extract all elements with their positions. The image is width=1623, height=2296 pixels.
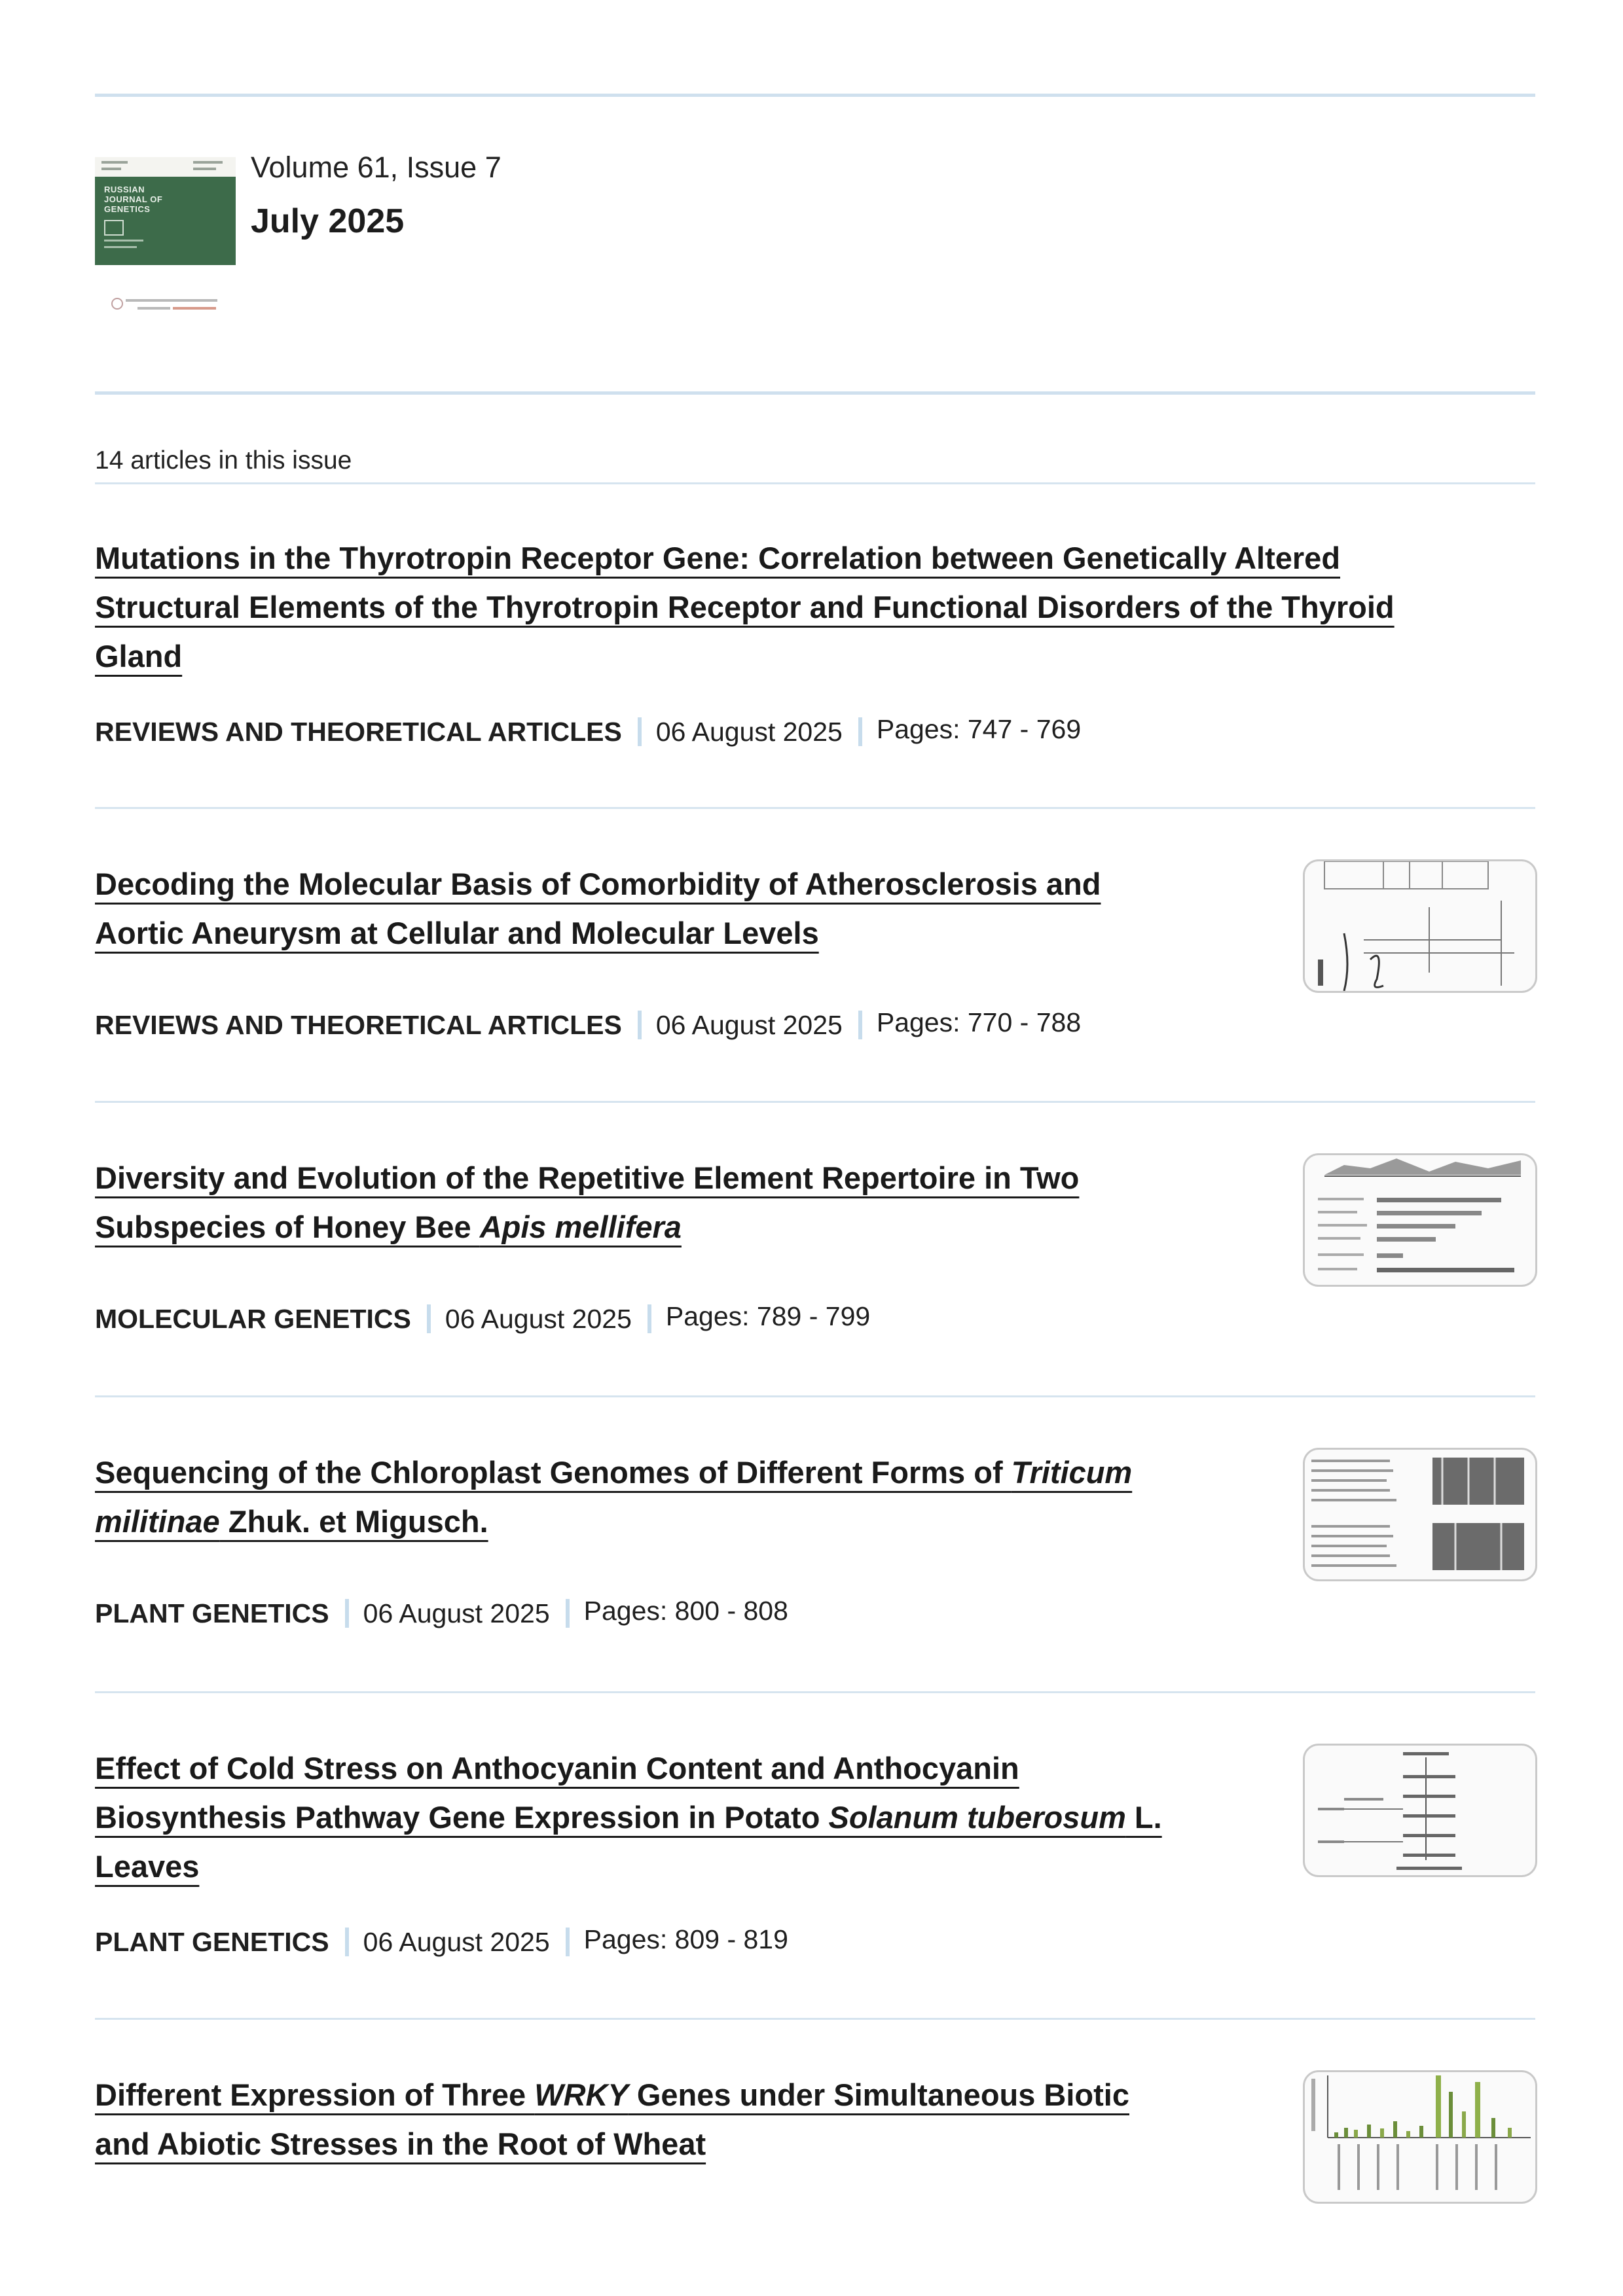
- article-divider: [95, 1101, 1535, 1103]
- article-category: REVIEWS AND THEORETICAL ARTICLES: [95, 717, 622, 747]
- article-count: 14 articles in this issue: [95, 446, 352, 475]
- header-divider: [95, 391, 1535, 395]
- article-title-link[interactable]: Different Expression of Three WRKY Genes under Simultaneous Biotic and Abiotic Stresses in the Root of Wheat: [95, 2077, 1129, 2161]
- article-meta: [95, 1598, 788, 1630]
- article-title-link[interactable]: Diversity and Evolution of the Repetitive Element Repertoire in Two Subspecies of Honey Bee Apis mellifera: [95, 1160, 1080, 1244]
- issue-date: July 2025: [251, 202, 405, 240]
- article-title-link[interactable]: Effect of Cold Stress on Anthocyanin Content and Anthocyanin Biosynthesis Pathway Gene Expression in Potato Solanum tuberosum L. Leaves: [95, 1751, 1162, 1884]
- article-divider: [95, 807, 1535, 809]
- journal-cover-image[interactable]: [95, 157, 236, 329]
- article-title-link[interactable]: Mutations in the Thyrotropin Receptor Gene: Correlation between Genetically Altered Structural Elements of the Thyrotropin Receptor and Functional Disorders of the Thyroid Gland: [95, 541, 1395, 673]
- article-meta: [95, 1924, 788, 1958]
- article-category: REVIEWS AND THEORETICAL ARTICLES: [95, 1010, 622, 1040]
- article-date: 06 August 2025: [363, 1927, 550, 1957]
- article-date: 06 August 2025: [655, 1010, 843, 1040]
- cover-title: RUSSIAN JOURNAL OF GENETICS: [104, 185, 163, 214]
- article-category: PLANT GENETICS: [95, 1598, 329, 1628]
- article-divider: [95, 1395, 1535, 1397]
- article-pages: Pages: 800 - 808: [583, 1596, 788, 1626]
- article-category: MOLECULAR GENETICS: [95, 1304, 411, 1334]
- cover-emblem-icon: [104, 220, 124, 236]
- volume-issue-label: Volume 61, Issue 7: [251, 151, 501, 184]
- article-meta: [95, 1007, 1082, 1041]
- article-pages: Pages: 747 - 769: [876, 714, 1082, 744]
- article-divider: [95, 2018, 1535, 2020]
- cover-book: [95, 157, 236, 265]
- article-pages: Pages: 809 - 819: [583, 1924, 788, 1954]
- article-divider: [95, 1691, 1535, 1693]
- article-figure-thumbnail[interactable]: [1303, 1448, 1537, 1581]
- article-figure-thumbnail[interactable]: [1303, 1744, 1537, 1877]
- article-title-link[interactable]: Sequencing of the Chloroplast Genomes of Different Forms of Triticum militinae Zhuk. et Migusch.: [95, 1455, 1133, 1539]
- article-category: PLANT GENETICS: [95, 1927, 329, 1957]
- article-meta: [95, 1301, 871, 1335]
- article-title-link[interactable]: Decoding the Molecular Basis of Comorbidity of Atherosclerosis and Aortic Aneurysm at Cellular and Molecular Levels: [95, 867, 1101, 950]
- article-meta: [95, 714, 1082, 748]
- count-divider: [95, 482, 1535, 484]
- article-figure-thumbnail[interactable]: [1303, 2070, 1537, 2204]
- article-date: 06 August 2025: [655, 717, 843, 747]
- top-divider: [95, 94, 1535, 97]
- article-pages: Pages: 770 - 788: [876, 1007, 1082, 1037]
- article-figure-thumbnail[interactable]: [1303, 1153, 1537, 1287]
- article-pages: Pages: 789 - 799: [665, 1301, 871, 1331]
- article-date: 06 August 2025: [445, 1304, 632, 1334]
- article-date: 06 August 2025: [363, 1598, 550, 1628]
- article-figure-thumbnail[interactable]: [1303, 859, 1537, 993]
- publisher-logo: [111, 298, 223, 324]
